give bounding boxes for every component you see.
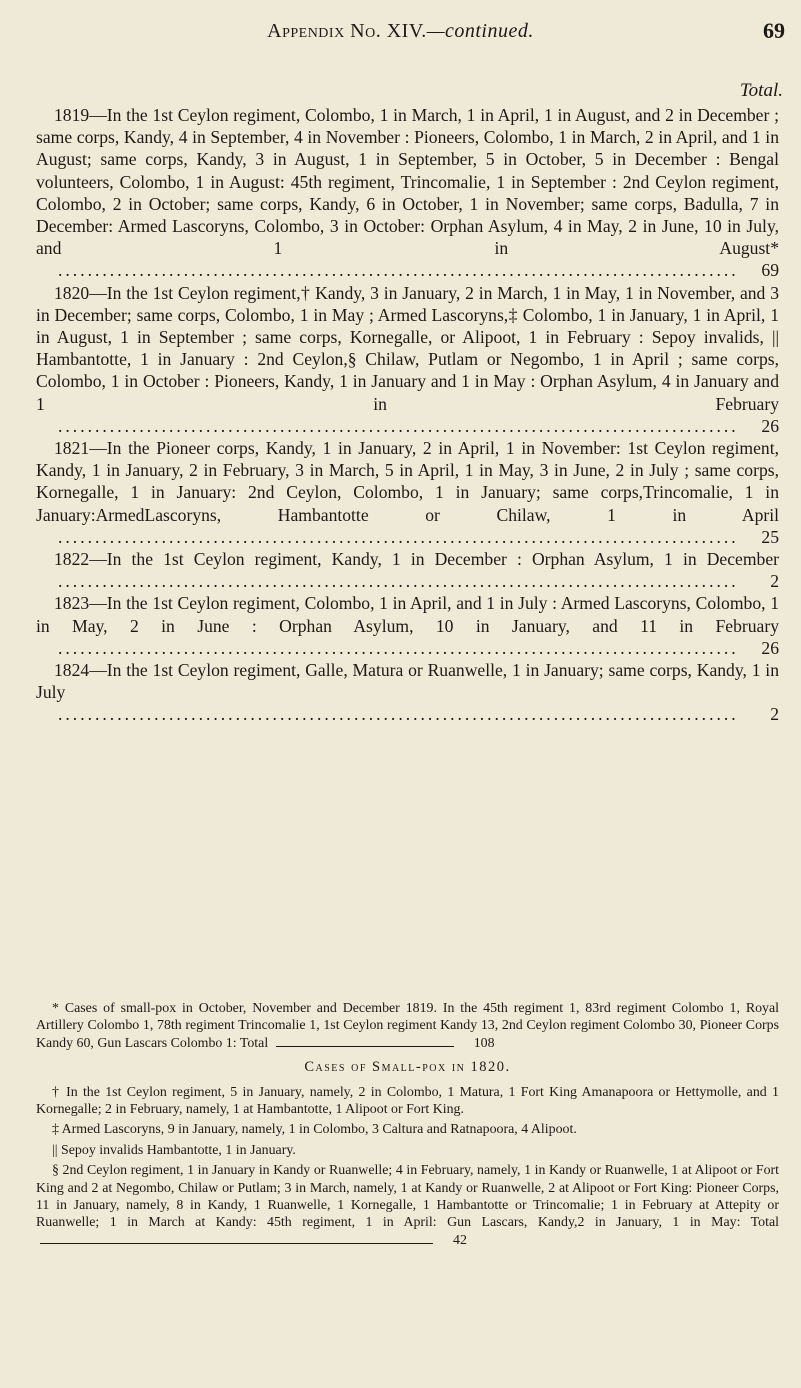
leader-dots: ............................................................................................ (58, 571, 739, 592)
page-number: 69 (763, 18, 785, 43)
cases-heading (36, 1059, 779, 1076)
leader-dots: ............................................................................................ (58, 415, 739, 436)
entry-total: 26 (761, 637, 779, 658)
leader-dots: ............................................................................................ (58, 526, 739, 547)
footnote-double-dagger: ‡ Armed Lascoryns, 9 in January, namely, 1 in Colombo, 3 Caltura and Ratnapoora, 4 Alipoot. (52, 1122, 577, 1138)
leader-dots: ............................................................................................ (58, 637, 739, 658)
leader-dots: ............................................................................................ (58, 704, 739, 725)
entry-text: 1821—In the Pioneer corps, Kandy, 1 in January, 2 in April, 1 in November: 1st Ceylon regiment, Kandy, 1 in January, 2 in February, 3 in March, 5 in April, 1 in May, 3 in June, 2 in July ; same corps, Kornegalle, 1 in January: 2nd Ceylon, Colombo, 1 in January; same corps,Trincomalie, 1 in January:ArmedLascoryns, Hambantotte or Chilaw, 1 in April (36, 438, 779, 525)
entry-text: 1823—In the 1st Ceylon regiment, Colombo, 1 in April, and 1 in July : Armed Lascoryns, Colombo, 1 in May, 2 in June : Orphan Asylum, 10 in January, and 11 in February (36, 593, 779, 636)
cases-heading-year: 1820. (470, 1059, 511, 1076)
footnote-section (36, 1162, 779, 1249)
total-rule (276, 1046, 454, 1047)
footnote-parallel: || Sepoy invalids Hambantotte, 1 in January. (52, 1142, 296, 1158)
footnotes (36, 1000, 779, 1252)
entry-total: 26 (761, 415, 779, 436)
main-text (36, 104, 779, 726)
footnote-total: 108 (473, 1035, 495, 1051)
footnote-dagger: † In the 1st Ceylon regiment, 5 in January, namely, 2 in Colombo, 1 Matura, 1 Fort King Amanapoora or Hettymolle, and 1 Kornegalle; 2 in February, namely, 1 at Hambantotte, 1 Alipoot or Fort King. (36, 1084, 779, 1118)
cases-heading-text: Cases of Small-pox in (304, 1059, 466, 1076)
year-entry-1823 (36, 592, 779, 659)
footnote-total: 42 (453, 1232, 467, 1248)
leader-dots: ............................................................................................ (58, 260, 739, 281)
year-entry-1822 (36, 548, 779, 592)
total-rule (40, 1243, 433, 1244)
year-entry-1821 (36, 437, 779, 548)
total-column-heading: Total. (739, 80, 783, 101)
entry-text: 1822—In the 1st Ceylon regiment, Kandy, 1 in December : Orphan Asylum, 1 in December (54, 549, 779, 570)
entry-text: 1819—In the 1st Ceylon regiment, Colombo, 1 in March, 1 in April, 1 in August, and 2 in December ; same corps, Kandy, 4 in September, 4 in November : Pioneers, Colombo, 1 in March, 2 in April, and 1 in August; same corps, Kandy, 3 in August, 1 in September, 5 in October, 5 in December : Bengal volunteers, Colombo, 1 in August: 45th regiment, Trincomalie, 1 in September : 2nd Ceylon regiment, Colombo, 2 in October; same corps, Kandy, 6 in October, 1 in November; same corps, Badulla, 7 in December: Armed Lascoryns, Colombo, 3 in October: Orphan Asylum, 4 in May, 2 in June, 10 in July, and 1 in August* (36, 105, 779, 259)
footnote-text: * Cases of small-pox in October, November and December 1819. In the 45th regiment 1, 83rd regiment Colombo 1, Royal Artillery Colombo 1, 78th regiment Trincomalie 1, 1st Ceylon regiment Kandy 13, 2nd Ceylon regiment Colombo 30, Pioneer Corps Kandy 60, Gun Lascars Colombo 1: Total (36, 1001, 779, 1051)
entry-total: 2 (770, 571, 779, 592)
year-entry-1820 (36, 282, 779, 437)
year-entry-1824 (36, 659, 779, 726)
entry-text: 1820—In the 1st Ceylon regiment,† Kandy, 3 in January, 2 in March, 1 in May, 1 in November, and 3 in December; same corps, Colombo, 1 in May ; Armed Lascoryns,‡ Colombo, 1 in January, 1 in April, 1 in August, 1 in September ; same corps, Kornegalle, or Alipoot, 1 in February : Sepoy invalids, || Hambantotte, 1 in January : 2nd Ceylon,§ Chilaw, Putlam or Negombo, 1 in April ; same corps, Colombo, 1 in October : Pioneers, Kandy, 1 in January and 1 in May : Orphan Asylum, 4 in January and 1 in February (36, 282, 779, 414)
footnote-text: § 2nd Ceylon regiment, 1 in January in Kandy or Ruanwelle; 4 in February, namely, 1 in Kandy or Ruanwelle, 1 at Alipoot or Fort King and 2 at Negombo, Chilaw or Putlam; 3 in March, namely, 1 at Kandy or Ruanwelle, 2 at Alipoot or Fort King: Pioneer Corps, 11 in January, namely, 8 in Kandy, 1 Ruanwelle, 1 Kornegalle, 1 Hambantotte or Trincomalie; 1 in February at Attepity or Ruanwelle; 1 in March at Kandy: 45th regiment, 1 in April: Gun Lascars, Kandy,2 in January, 1 in May: Total (36, 1163, 779, 1231)
year-entry-1819 (36, 104, 779, 282)
footnote-star (36, 1000, 779, 1052)
entry-text: 1824—In the 1st Ceylon regiment, Galle, Matura or Ruanwelle, 1 in January; same corps, Kandy, 1 in July (36, 660, 779, 703)
running-header (0, 20, 801, 43)
entry-total: 2 (770, 704, 779, 725)
entry-total: 69 (761, 260, 779, 281)
continued-label: —continued. (426, 20, 534, 42)
appendix-title: Appendix No. XIV. (267, 20, 427, 42)
entry-total: 25 (761, 526, 779, 547)
